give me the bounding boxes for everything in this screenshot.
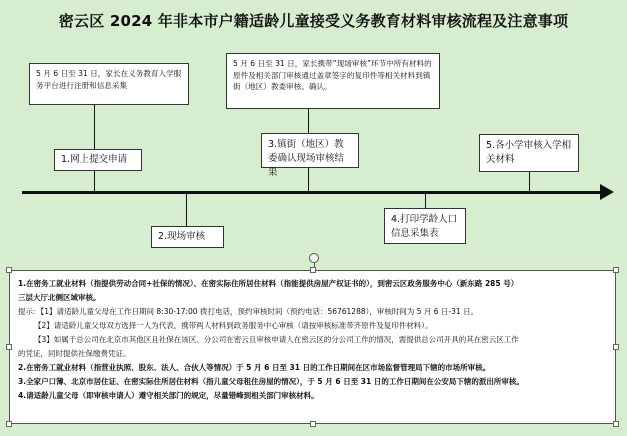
connector-step-4 xyxy=(425,194,426,208)
step-3-box xyxy=(261,133,359,178)
resize-handle-top-right[interactable] xyxy=(613,267,619,273)
connector-step-2 xyxy=(186,194,187,226)
notes-hint-3b: 的凭证，同时提供社保缴费凭证。 xyxy=(18,349,131,358)
notes-hint-3: 【3】如属于总公司在北京市其他区且社保在该区、分公司在密云且审核申请人在密云区的分公司工作的情况，需提供总公司开具的其在密云区工作 xyxy=(34,335,519,344)
step-5-box xyxy=(479,134,579,172)
connector-step-1 xyxy=(94,171,95,192)
notes-line-1b: 三层大厅北侧区域审核。 xyxy=(18,293,101,302)
note-right-text: 5 月 6 日至 31 日，家长携带“现场审核”环节中所有材料的原件及相关部门审核通过盖章签字的复印件等相关材料到镇街（地区）教委审核、确认。 xyxy=(233,59,432,91)
notes-line-4: 4.请适龄儿童父母（即审核申请人）遵守相关部门的规定，尽量错峰到相关部门审核材料。 xyxy=(18,391,319,400)
step-1-label: 1.网上提交申请 xyxy=(61,154,128,165)
step-2-label: 2.现场审核 xyxy=(158,231,206,242)
step-4-box xyxy=(384,208,466,244)
resize-handle-bottom-middle[interactable] xyxy=(310,421,316,427)
step-2-box xyxy=(151,226,224,248)
connector-note-right xyxy=(308,109,309,133)
resize-handle-bottom-left[interactable] xyxy=(6,421,12,427)
notes-hint-2: 【2】请适龄儿童父母双方选择一人为代表，携带两人材料到政务服务中心审核（请按审核标准带齐原件及复印件材料）。 xyxy=(34,321,433,330)
resize-handle-top-middle[interactable] xyxy=(310,267,316,273)
note-left-text: 5 月 6 日至 31 日，家长在义务教育入学服务平台进行注册和信息采集 xyxy=(36,69,182,90)
resize-handle-top-left[interactable] xyxy=(6,267,12,273)
resize-handle-middle-left[interactable] xyxy=(6,344,12,350)
timeline-axis xyxy=(22,191,604,194)
note-box-right xyxy=(226,53,440,109)
step-5-label: 5.各小学审核入学相关材料 xyxy=(486,140,572,165)
notes-line-1: 1.在密务工就业材料（指提供劳动合同+社保的情况）、在密实际住所居住材料（指能提供房屋产权证书的），到密云区政务服务中心（新东路 285 号） xyxy=(18,279,519,288)
timeline-arrowhead xyxy=(600,184,614,200)
notes-line-2: 2.在密务工就业材料（指营业执照、股东、法人、合伙人等情况）于 5 月 6 日至 31 日的工作日期间在区市场监督管理局下辖的市场所审核。 xyxy=(18,363,491,372)
resize-handle-bottom-right[interactable] xyxy=(613,421,619,427)
notes-hint-label: 提示： xyxy=(18,307,41,316)
note-box-left xyxy=(29,63,189,105)
connector-note-left xyxy=(94,105,95,150)
step-3-label: 3.镇街（地区）教委确认现场审核结果 xyxy=(268,139,345,178)
connector-step-5 xyxy=(529,172,530,192)
connector-step-3 xyxy=(308,168,309,192)
page-title: 密云区 2024 年非本市户籍适龄儿童接受义务教育材料审核流程及注意事项 xyxy=(58,12,569,30)
resize-handle-middle-right[interactable] xyxy=(613,344,619,350)
notes-line-3: 3.全家户口簿、北京市居住证、在密实际住所居住材料（指儿童父母租住房屋的情况），于 5 月 6 日至 31 日的工作日期间在公安局下辖的派出所审核。 xyxy=(18,377,524,386)
notes-hint-1-text: 【1】请适龄儿童父母在工作日期间 8:30-17:00 拨打电话，预约审核时间（预约电话：56761288），审核时间为 5 月 6 日-31 日。 xyxy=(40,307,479,316)
notes-box[interactable] xyxy=(9,270,616,424)
step-1-box xyxy=(54,149,142,171)
rotate-handle-icon[interactable] xyxy=(309,253,319,263)
step-4-label: 4.打印学龄人口信息采集表 xyxy=(391,214,458,239)
notes-hint-1 xyxy=(18,305,607,319)
